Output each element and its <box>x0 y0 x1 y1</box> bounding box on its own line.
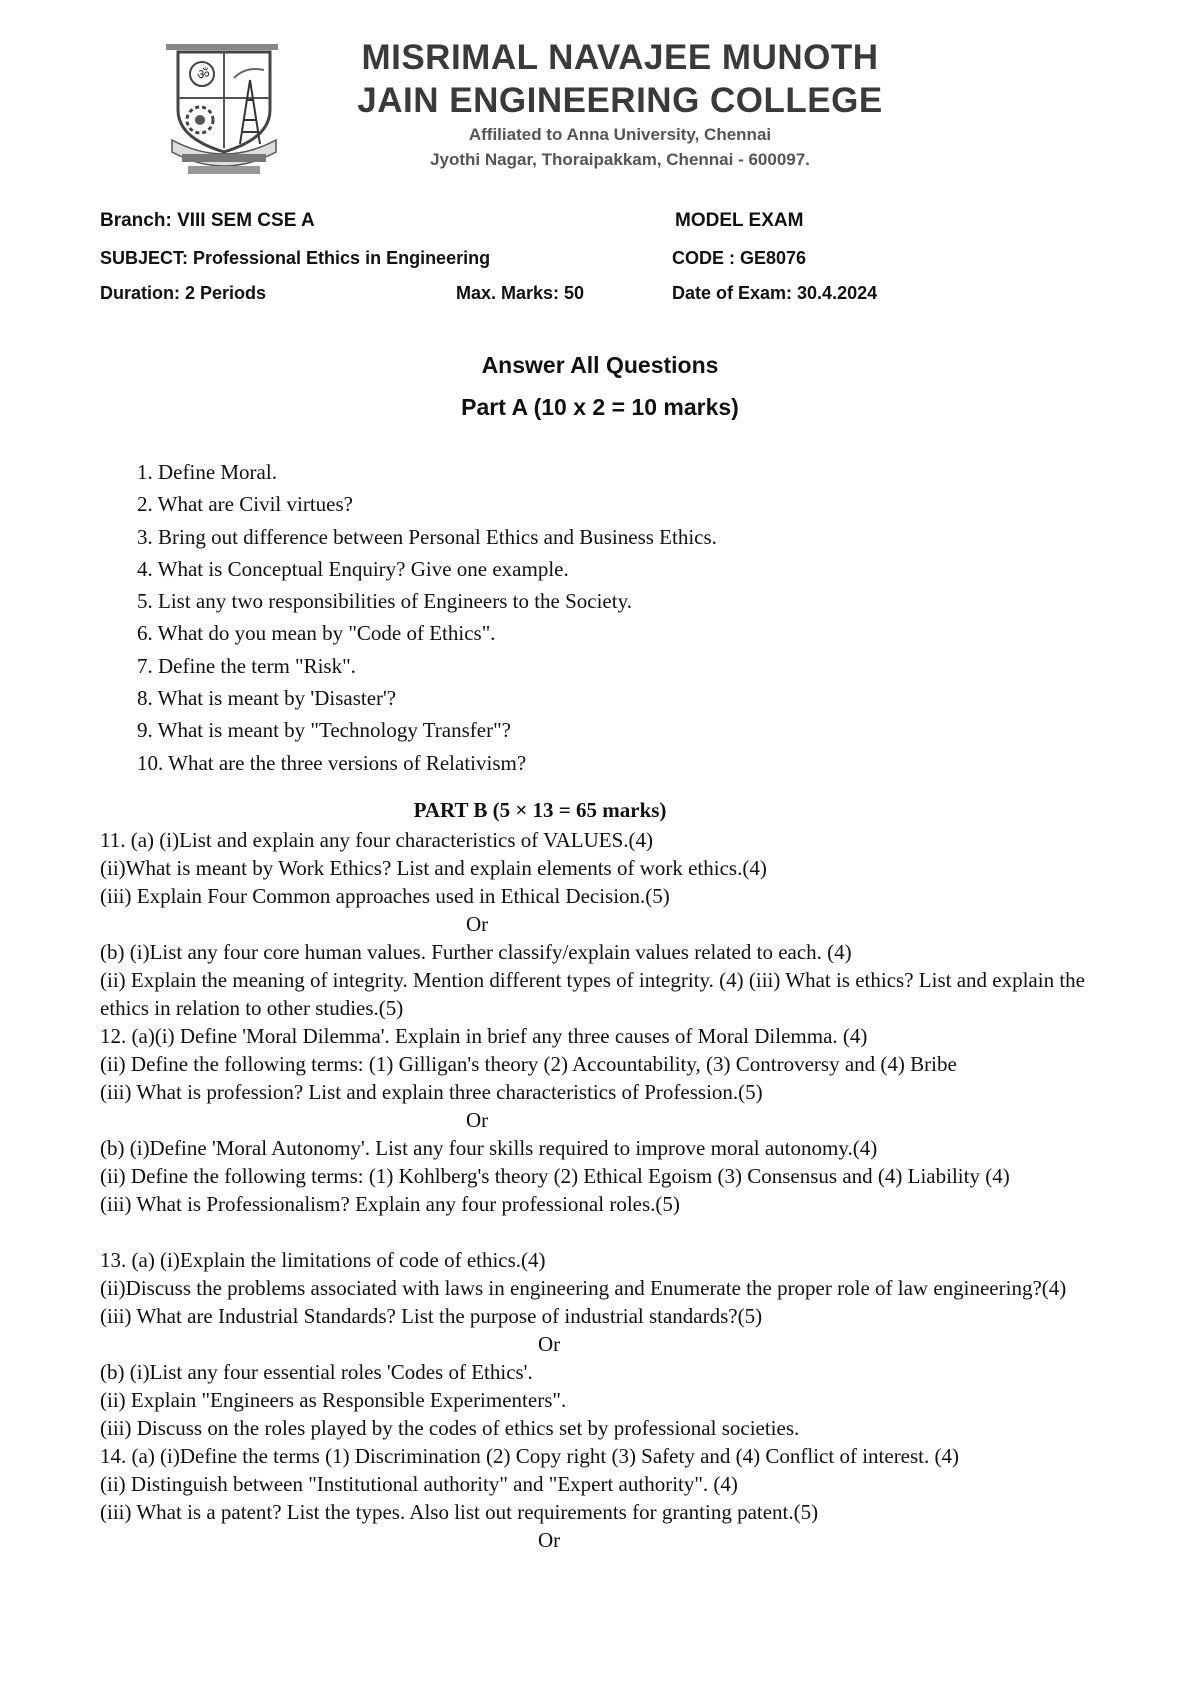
q12-b-part1: (b) (i)Define 'Moral Autonomy'. List any four skills required to improve moral autonomy.(4) <box>100 1136 878 1160</box>
q11-b-part1: (b) (i)List any four core human values. Further classify/explain values related to each. (4) <box>100 940 852 964</box>
q11-a-part1: 11. (a) (i)List and explain any four characteristics of VALUES.(4) <box>100 828 654 852</box>
college-name-line2: JAIN ENGINEERING COLLEGE <box>357 81 883 120</box>
branch-label: Branch: VIII SEM CSE A <box>100 210 315 231</box>
q12-b-part2: (ii) Define the following terms: (1) Kohlberg's theory (2) Ethical Egoism (3) Consensus and (4) Liability (4) <box>100 1164 1010 1188</box>
q13-a-part1: 13. (a) (i)Explain the limitations of code of ethics.(4) <box>100 1248 546 1272</box>
q14-a-part3: (iii) What is a patent? List the types. Also list out requirements for granting patent.(5) <box>100 1500 819 1524</box>
max-marks-label: Max. Marks: 50 <box>456 283 585 303</box>
part-a-heading: Part A (10 x 2 = 10 marks) <box>461 394 739 420</box>
part-a-question: 9. What is meant by "Technology Transfer"? <box>137 718 511 743</box>
part-a-question: 1. Define Moral. <box>137 460 277 484</box>
q14-a-part2: (ii) Distinguish between "Institutional authority" and "Expert authority". (4) <box>100 1472 738 1496</box>
part-a-question: 7. Define the term "Risk". <box>137 653 356 678</box>
spacer <box>100 1218 1130 1246</box>
part-a-question: 5. List any two responsibilities of Engineers to the Society. <box>137 589 632 614</box>
q13-a-part2: (ii)Discuss the problems associated with laws in engineering and Enumerate the proper role of law engineering?(4) <box>100 1276 1067 1300</box>
part-b-heading: PART B (5 × 13 = 65 marks) <box>413 798 667 822</box>
q13-a-part3: (iii) What are Industrial Standards? List the purpose of industrial standards?(5) <box>100 1304 763 1328</box>
q12-a-part2: (ii) Define the following terms: (1) Gilligan's theory (2) Accountability, (3) Controversy and (4) Bribe <box>100 1052 957 1076</box>
code-label: CODE : GE8076 <box>672 248 807 268</box>
part-a-question: 3. Bring out difference between Personal Ethics and Business Ethics. <box>137 524 717 549</box>
q12-b-part3: (iii) What is Professionalism? Explain any four professional roles.(5) <box>100 1192 680 1216</box>
q11-a-part2: (ii)What is meant by Work Ethics? List and explain elements of work ethics.(4) <box>100 856 767 880</box>
q13-b-part3: (iii) Discuss on the roles played by the codes of ethics set by professional societies. <box>100 1416 800 1440</box>
part-a-question: 10. What are the three versions of Relativism? <box>137 750 527 775</box>
part-b-questions <box>100 826 1130 1554</box>
duration-label: Duration: 2 Periods <box>100 283 267 303</box>
q14-or-divider: Or <box>538 1528 561 1552</box>
q11-a-part3: (iii) Explain Four Common approaches used in Ethical Decision.(5) <box>100 884 670 908</box>
q12-a-part1: 12. (a)(i) Define 'Moral Dilemma'. Explain in brief any three causes of Moral Dilemma. (4) <box>100 1024 868 1048</box>
q12-or-divider: Or <box>466 1108 489 1132</box>
college-affiliation: Affiliated to Anna University, Chennai <box>468 125 772 144</box>
q12-a-part3: (iii) What is profession? List and explain three characteristics of Profession.(5) <box>100 1080 763 1104</box>
q13-or-divider: Or <box>538 1332 561 1356</box>
college-address: Jyothi Nagar, Thoraipakkam, Chennai - 600097. <box>430 150 810 169</box>
part-a-question: 4. What is Conceptual Enquiry? Give one example. <box>137 556 569 581</box>
part-a-question-list <box>137 456 717 779</box>
college-logo <box>164 40 304 180</box>
q14-a-part1: 14. (a) (i)Define the terms (1) Discrimination (2) Copy right (3) Safety and (4) Conflict of interest. (4) <box>100 1444 960 1468</box>
part-a-question: 2. What are Civil virtues? <box>137 492 353 517</box>
q13-b-part2: (ii) Explain "Engineers as Responsible Experimenters". <box>100 1388 567 1412</box>
exam-date-label: Date of Exam: 30.4.2024 <box>672 283 878 303</box>
exam-type-label: MODEL EXAM <box>675 210 804 231</box>
part-a-question: 8. What is meant by 'Disaster'? <box>137 686 397 711</box>
college-name-line1: MISRIMAL NAVAJEE MUNOTH <box>361 38 879 77</box>
q11-b-part2: (ii) Explain the meaning of integrity. Mention different types of integrity. (4) (iii) What is ethics? List and explain the ethics in relation to other studies.(5) <box>100 968 1091 1020</box>
subject-label: SUBJECT: Professional Ethics in Engineering <box>100 248 491 268</box>
instructions-heading: Answer All Questions <box>481 352 719 378</box>
q11-or-divider: Or <box>466 912 489 936</box>
part-a-question: 6. What do you mean by "Code of Ethics". <box>137 621 496 646</box>
svg-text:ॐ: ॐ <box>197 67 210 83</box>
q13-b-part1: (b) (i)List any four essential roles 'Codes of Ethics'. <box>100 1360 533 1384</box>
college-header <box>340 36 900 172</box>
